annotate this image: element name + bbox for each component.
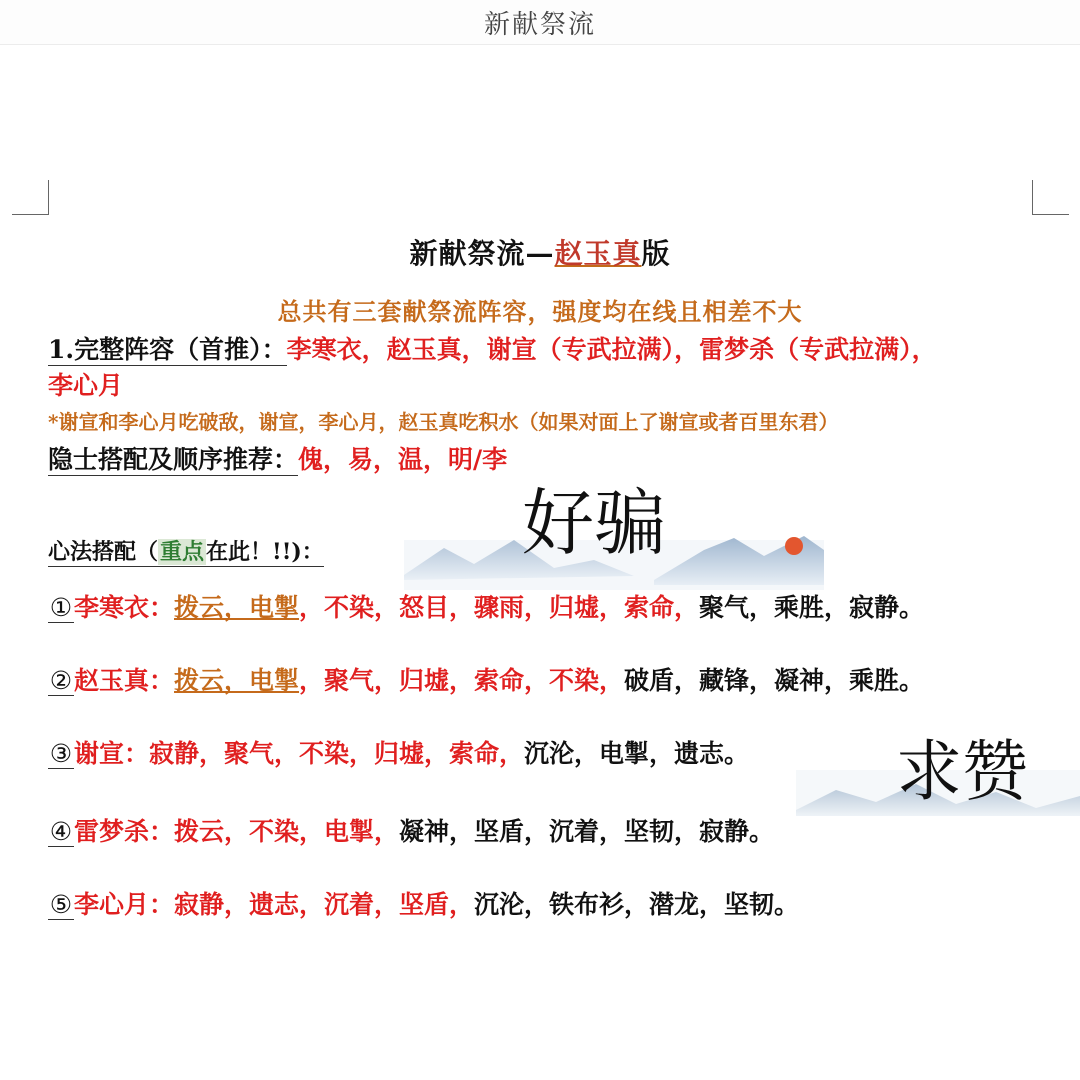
heart-label-b: 在此！!!)： xyxy=(206,539,324,565)
entry-number: ② xyxy=(49,666,73,695)
header-title: 新献祭流 xyxy=(483,10,596,40)
heart-entry-3 xyxy=(48,734,749,770)
entry-black-skills: 沉沦，铁布衫，潜龙，坚韧。 xyxy=(474,890,800,919)
lineup-line-cont xyxy=(48,366,123,402)
hermit-value: 傀，易，温，明/李 xyxy=(298,445,508,474)
lineup-members-cont: 李心月 xyxy=(48,371,124,400)
entry-name: 雷梦杀： xyxy=(74,817,175,846)
entry-red-skills: 寂静，聚气，不染，归墟，索命， xyxy=(149,739,525,768)
page-corner-mark-right xyxy=(1032,180,1069,215)
sticker-qiuzan xyxy=(796,720,1080,816)
entry-number: ⑤ xyxy=(49,890,73,919)
entry-black-skills: 聚气，乘胜，寂静。 xyxy=(699,593,925,622)
entry-black-skills: 凝神，坚盾，沉着，坚韧，寂静。 xyxy=(399,817,775,846)
entry-key-skills: 拨云，电掣 xyxy=(174,593,300,622)
entry-red-skills: 寂静，遗志，沉着，坚盾， xyxy=(174,890,475,919)
entry-name: 赵玉真： xyxy=(74,666,175,695)
entry-red-skills: 拨云，不染，电掣， xyxy=(174,817,400,846)
entry-name: 李寒衣： xyxy=(74,593,175,622)
title-prefix: 新献祭流— xyxy=(409,237,555,270)
entry-red-skills: ，聚气，归墟，索命，不染， xyxy=(299,666,625,695)
heart-entry-4 xyxy=(48,812,774,848)
heart-label-a: 心法搭配（ xyxy=(48,539,159,565)
title-suffix: 版 xyxy=(641,237,671,270)
entry-number: ④ xyxy=(49,817,73,846)
page-corner-mark-left xyxy=(12,180,49,215)
heart-entry-5 xyxy=(48,885,799,921)
lineup-note: *谢宣和李心月吃破敌，谢宣，李心月，赵玉真吃积水（如果对面上了谢宣或者百里东君） xyxy=(48,410,839,434)
heart-label-key: 重点 xyxy=(160,539,205,565)
entry-number: ③ xyxy=(49,739,73,768)
heart-entry-2 xyxy=(48,661,924,697)
entry-red-skills: ，不染，怒目，骤雨，归墟，索命， xyxy=(299,593,700,622)
sticker1-text: 好骗 xyxy=(522,481,667,565)
entry-number: ① xyxy=(49,593,73,622)
entry-name: 李心月： xyxy=(74,890,175,919)
entry-black-skills: 破盾，藏锋，凝神，乘胜。 xyxy=(624,666,925,695)
entry-key-skills: 拨云，电掣 xyxy=(174,666,300,695)
lineup-label: 1.完整阵容（首推）： xyxy=(48,335,287,364)
heart-method-heading xyxy=(48,535,324,566)
lineup-line xyxy=(48,330,937,366)
sticker2-text: 求赞 xyxy=(896,733,1028,810)
heart-entry-1 xyxy=(48,588,924,624)
top-bar xyxy=(0,0,1080,45)
sticker-haopian xyxy=(404,480,824,590)
document-subtitle: 总共有三套献祭流阵容，强度均在线且相差不大 xyxy=(277,297,803,326)
lineup-members: 李寒衣，赵玉真，谢宣（专武拉满），雷梦杀（专武拉满）， xyxy=(286,335,937,364)
title-highlight: 赵玉真 xyxy=(554,237,642,270)
hermit-label: 隐士搭配及顺序推荐： xyxy=(48,445,299,474)
entry-name: 谢宣： xyxy=(74,739,150,768)
document-title xyxy=(0,232,1080,272)
hermit-line xyxy=(48,440,507,476)
entry-black-skills: 沉沦，电掣，遗志。 xyxy=(524,739,750,768)
